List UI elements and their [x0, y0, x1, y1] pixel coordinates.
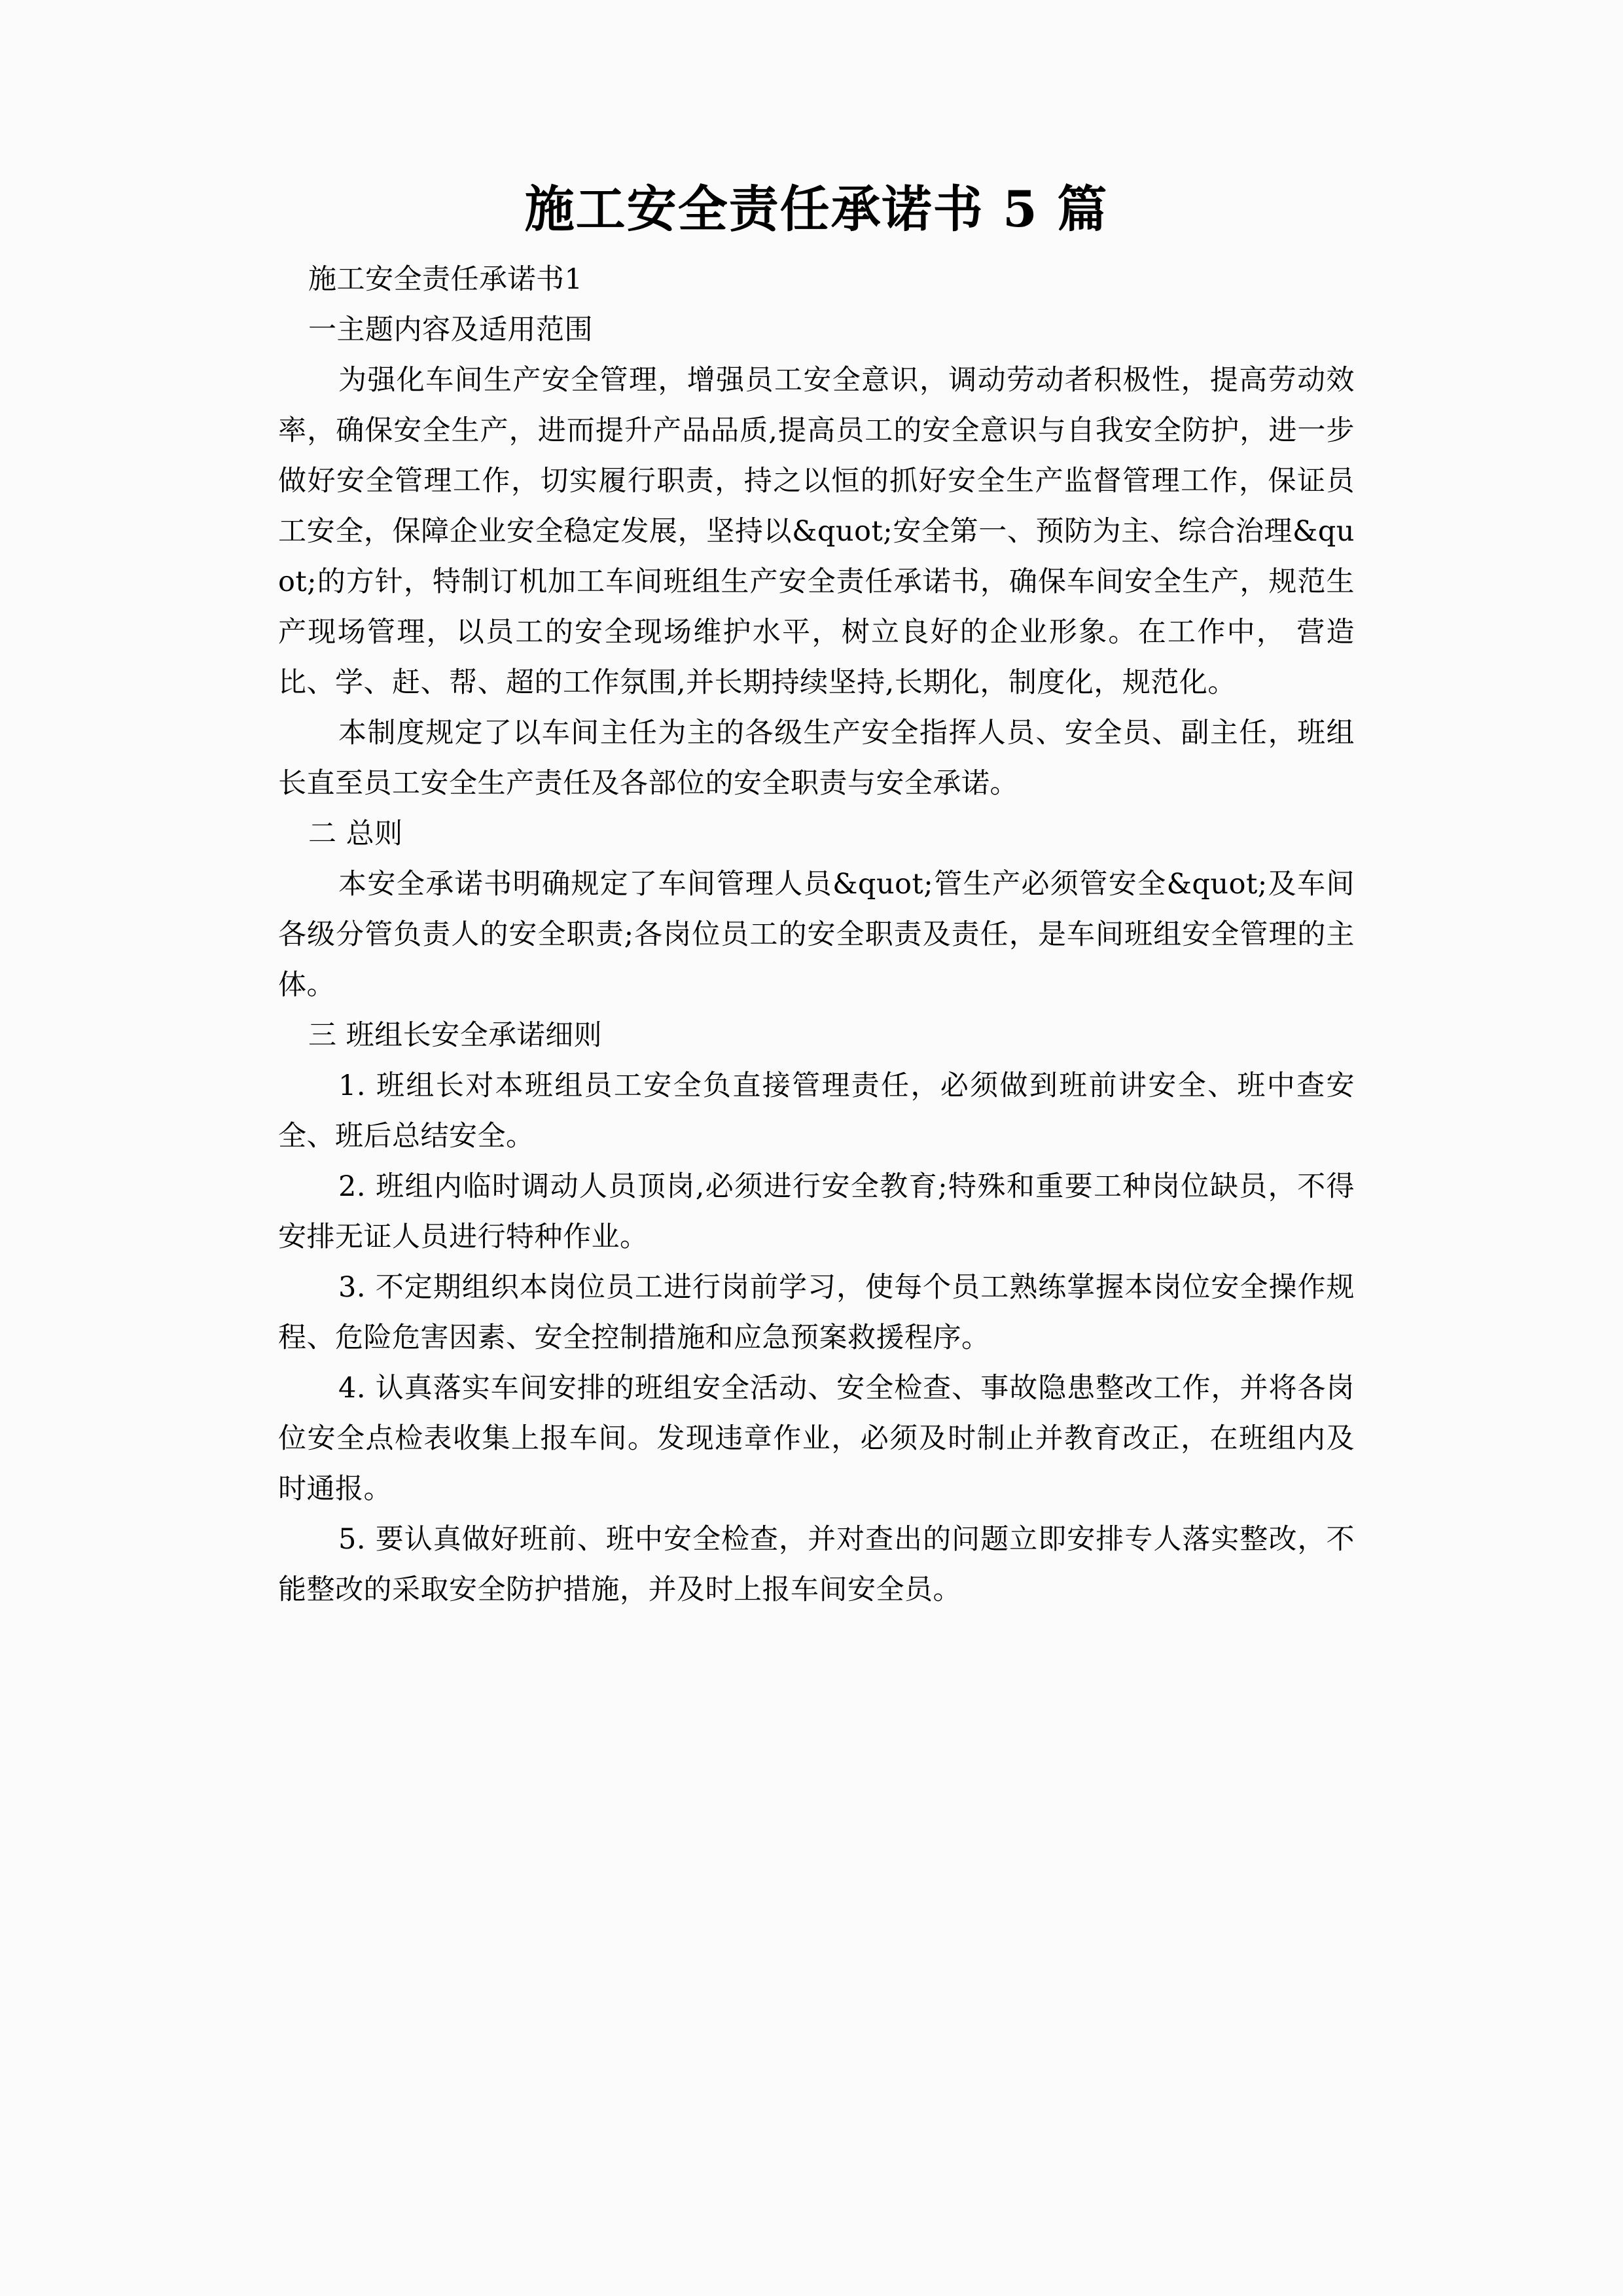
paragraph-system-scope: 本制度规定了以车间主任为主的各级生产安全指挥人员、安全员、副主任，班组长直至员工安全生产责任及各部位的安全职责与安全承诺。 — [278, 717, 1355, 800]
document-content — [278, 0, 1355, 1615]
section-heading-three: 三 班组长安全承诺细则 — [308, 1019, 603, 1052]
paragraph-general-principles: 本安全承诺书明确规定了车间管理人员&quot;管生产必须管安全&quot;及车间各级分管负责人的安全职责;各岗位员工的安全职责及责任，是车间班组安全管理的主体。 — [278, 868, 1355, 1001]
list-item: 3. 不定期组织本岗位员工进行岗前学习，使每个员工熟练掌握本岗位安全操作规程、危险危害因素、安全控制措施和应急预案救援程序。 — [278, 1271, 1355, 1354]
list-item: 4. 认真落实车间安排的班组安全活动、安全检查、事故隐患整改工作，并将各岗位安全点检表收集上报车间。发现违章作业，必须及时制止并教育改正，在班组内及时通报。 — [278, 1372, 1355, 1505]
list-item: 2. 班组内临时调动人员顶岗,必须进行安全教育;特殊和重要工种岗位缺员，不得安排无证人员进行特种作业。 — [278, 1170, 1355, 1253]
paragraph-scope-purpose: 为强化车间生产安全管理，增强员工安全意识，调动劳动者积极性，提高劳动效率，确保安全生产，进而提升产品品质,提高员工的安全意识与自我安全防护，进一步做好安全管理工作，切实履行职责，持之以恒的抓好安全生产监督管理工作，保证员工安全，保障企业安全稳定发展，坚持以&quot;安全第一、预防为主、综合治理&quot;的方针，特制订机加工车间班组生产安全责任承诺书，确保车间安全生产，规范生产现场管理，以员工的安全现场维护水平，树立良好的企业形象。在工作中， 营造比、学、赶、帮、超的工作氛围,并长期持续坚持,长期化，制度化，规范化。 — [278, 364, 1355, 699]
page-title: 施工安全责任承诺书 5 篇 — [524, 180, 1109, 238]
document-subtitle: 施工安全责任承诺书1 — [308, 263, 583, 296]
section-heading-two: 二 总则 — [308, 817, 403, 850]
section-heading-one: 一主题内容及适用范围 — [308, 314, 593, 346]
list-item: 1. 班组长对本班组员工安全负直接管理责任，必须做到班前讲安全、班中查安全、班后总结安全。 — [278, 1069, 1355, 1153]
title-spacer — [278, 240, 1355, 255]
list-item: 5. 要认真做好班前、班中安全检查，并对查出的问题立即安排专人落实整改，不能整改的采取安全防护措施，并及时上报车间安全员。 — [278, 1523, 1355, 1606]
